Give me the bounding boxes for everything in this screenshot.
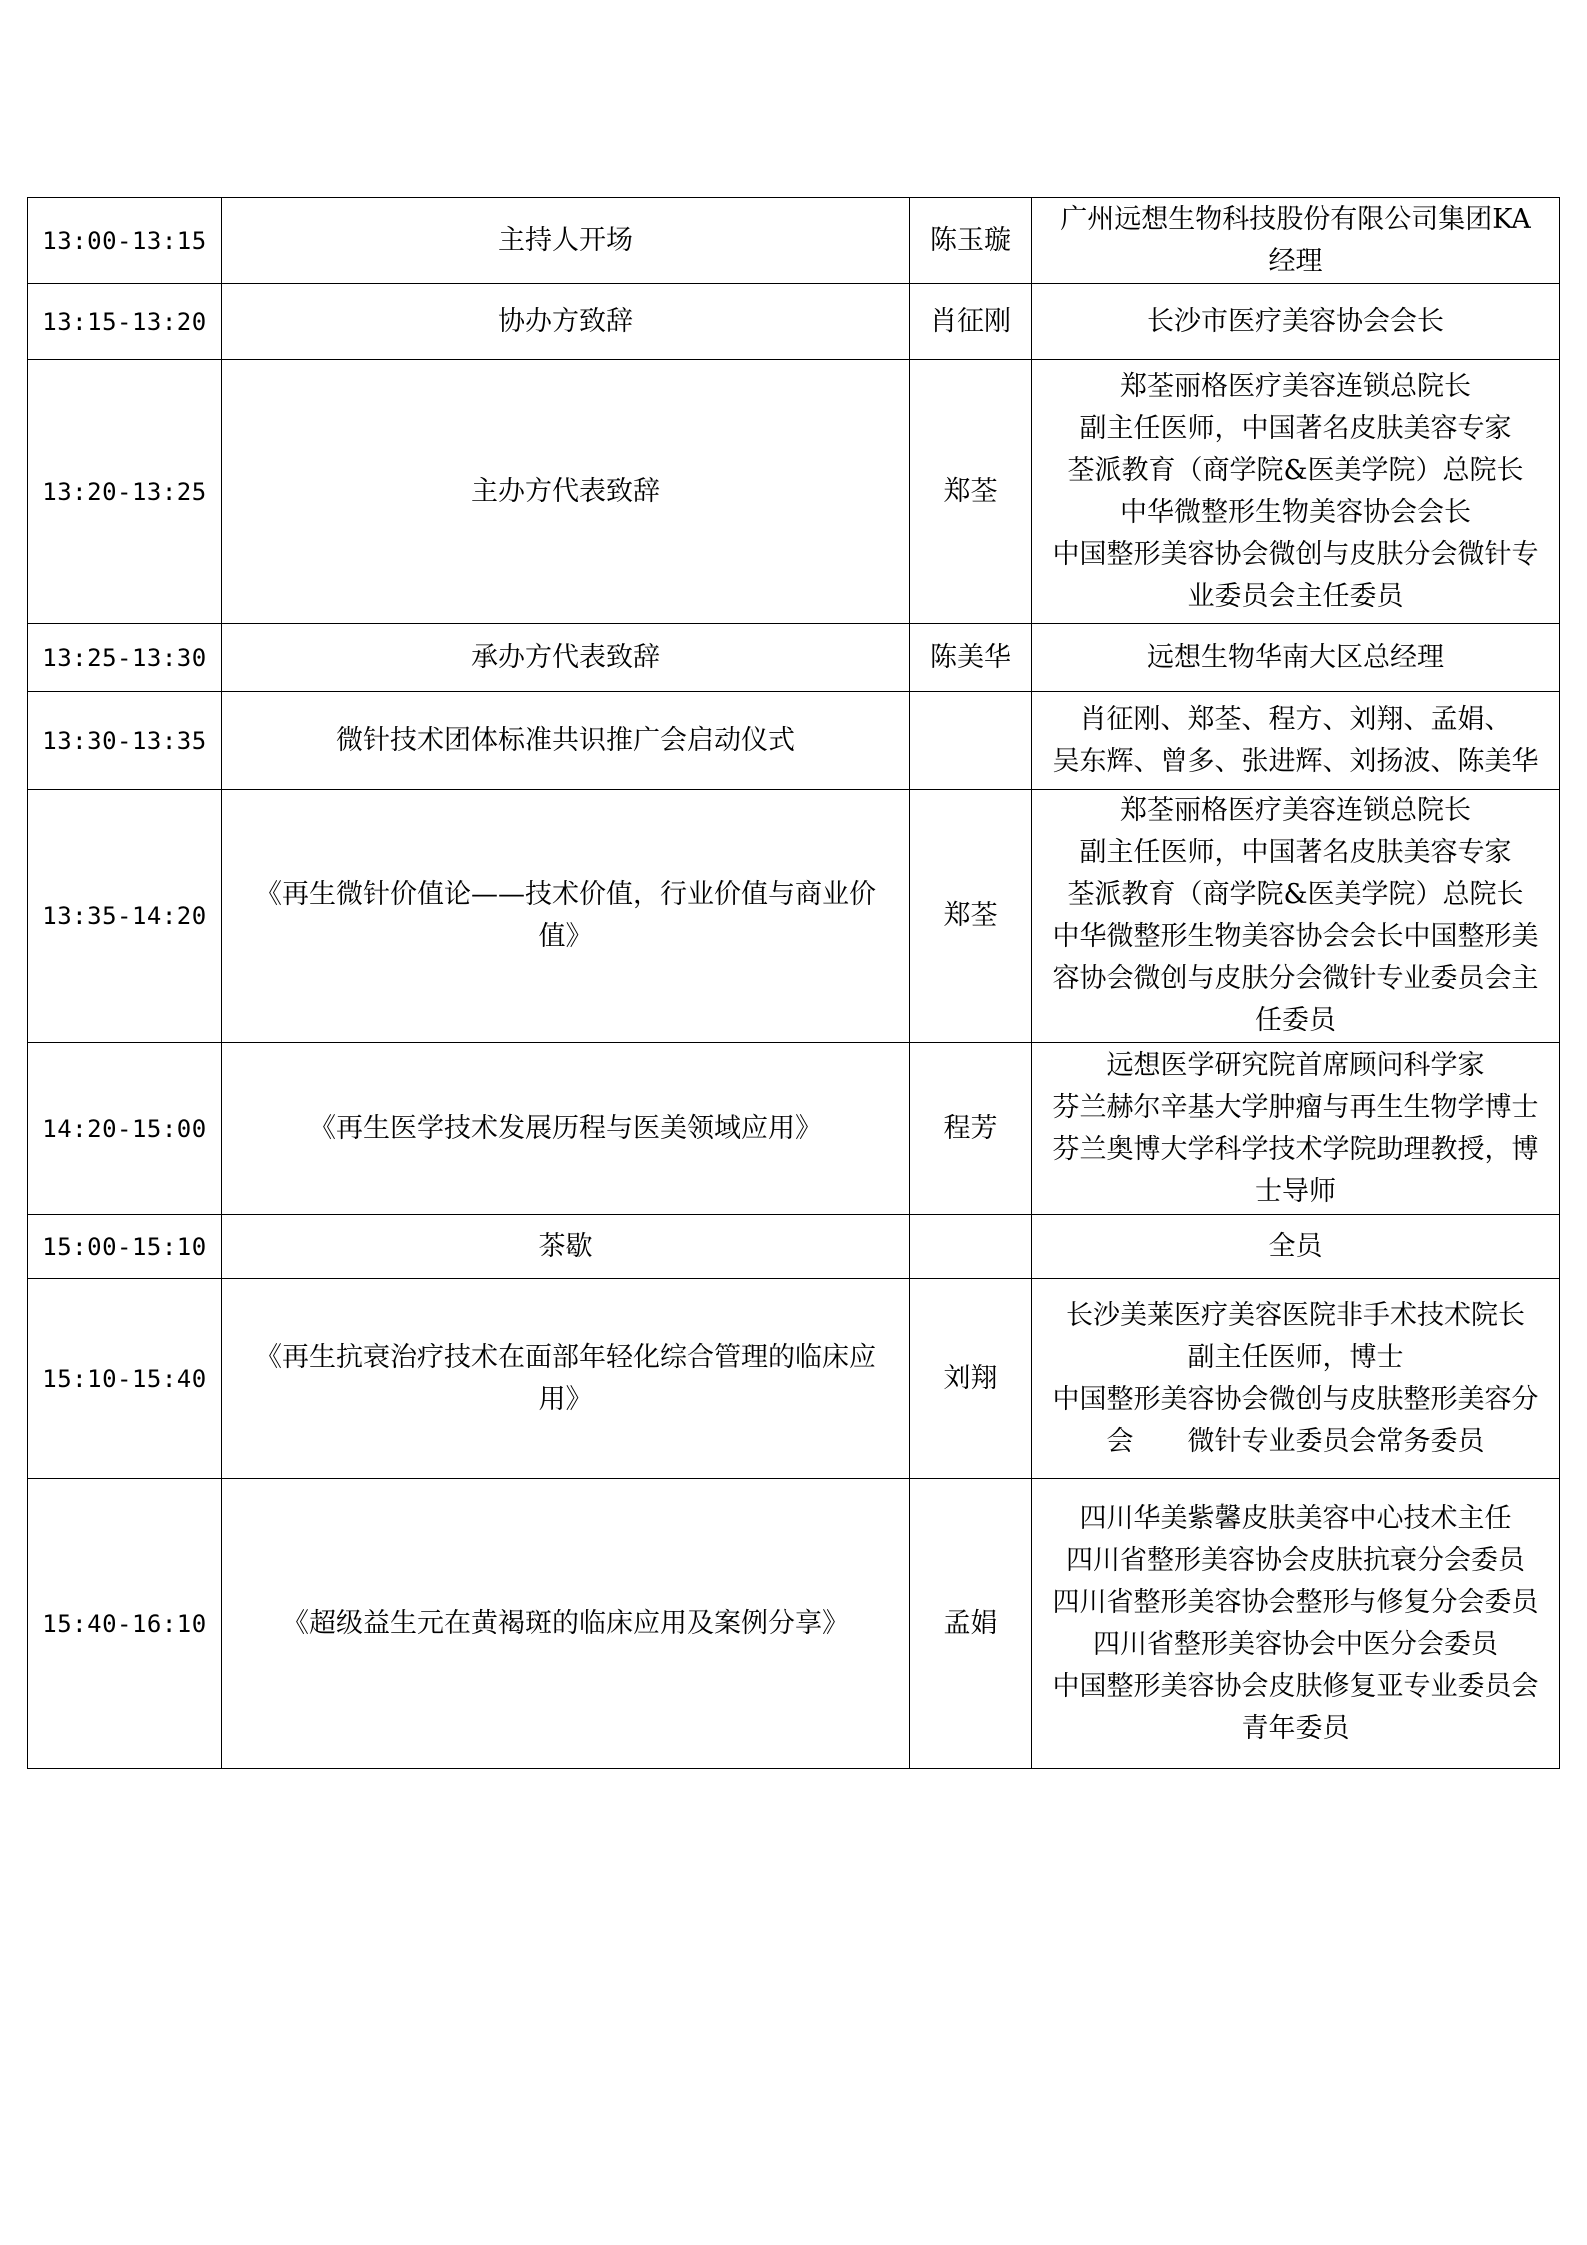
topic-cell [222, 284, 910, 360]
title-line: 长沙市医疗美容协会会长 [1147, 305, 1444, 337]
table-row [28, 1043, 1560, 1215]
speaker-cell: 陈美华 [910, 624, 1032, 692]
title-line: 荃派教育（商学院&医美学院）总院长 [1067, 454, 1524, 486]
table-row [28, 198, 1560, 284]
speaker-cell: 郑荃 [910, 790, 1032, 1043]
speaker-cell: 郑荃 [910, 360, 1032, 624]
agenda-body [28, 198, 1560, 1769]
speaker-cell: 程芳 [910, 1043, 1032, 1215]
topic-text: 《再生微针价值论——技术价值，行业价值与商业价 [255, 879, 876, 910]
table-row [28, 1279, 1560, 1479]
time-cell: 13:30-13:35 [28, 692, 222, 790]
topic-cell [222, 1479, 910, 1769]
title-line: 容协会微创与皮肤分会微针专业委员会主 [1052, 963, 1539, 994]
title-line: 副主任医师，中国著名皮肤美容专家 [1079, 837, 1512, 868]
title-line: 远想医学研究院首席顾问科学家 [1106, 1049, 1485, 1081]
title-line: 业委员会主任委员 [1187, 580, 1404, 612]
table-row [28, 1215, 1560, 1279]
title-line: 任委员 [1255, 1005, 1336, 1036]
time-cell: 15:00-15:10 [28, 1215, 222, 1279]
title-line: 广州远想生物科技股份有限公司集团KA [1060, 203, 1531, 235]
speaker-cell: 肖征刚 [910, 284, 1032, 360]
title-line: 中国整形美容协会皮肤修复亚专业委员会 [1052, 1670, 1539, 1702]
title-line: 肖征刚、郑荃、程方、刘翔、孟娟、 [1079, 703, 1512, 735]
topic-cell [222, 198, 910, 284]
topic-text: 用》 [538, 1383, 593, 1415]
title-cell [1032, 624, 1560, 692]
title-line: 全员 [1268, 1230, 1323, 1262]
title-cell [1032, 1215, 1560, 1279]
title-line: 郑荃丽格医疗美容连锁总院长 [1120, 370, 1471, 402]
topic-text: 主持人开场 [498, 224, 633, 256]
time-cell: 13:00-13:15 [28, 198, 222, 284]
table-row [28, 624, 1560, 692]
title-line: 经理 [1268, 245, 1323, 277]
title-line: 中国整形美容协会微创与皮肤整形美容分 [1052, 1383, 1539, 1415]
topic-text: 微针技术团体标准共识推广会启动仪式 [336, 724, 795, 756]
title-cell [1032, 692, 1560, 790]
title-cell [1032, 790, 1560, 1043]
speaker-cell [910, 692, 1032, 790]
title-line: 郑荃丽格医疗美容连锁总院长 [1120, 795, 1471, 826]
time-cell: 15:40-16:10 [28, 1479, 222, 1769]
title-line: 四川华美紫馨皮肤美容中心技术主任 [1079, 1502, 1512, 1534]
speaker-cell [910, 1215, 1032, 1279]
time-cell: 13:20-13:25 [28, 360, 222, 624]
topic-cell [222, 624, 910, 692]
topic-cell [222, 790, 910, 1043]
topic-cell [222, 1279, 910, 1479]
title-line: 青年委员 [1241, 1712, 1350, 1744]
title-cell [1032, 1043, 1560, 1215]
table-row [28, 692, 1560, 790]
title-line: 中国整形美容协会微创与皮肤分会微针专 [1052, 538, 1539, 570]
title-line: 长沙美莱医疗美容医院非手术技术院长 [1066, 1299, 1525, 1331]
title-line: 芬兰奥博大学科学技术学院助理教授，博 [1052, 1133, 1539, 1165]
title-line: 副主任医师，中国著名皮肤美容专家 [1079, 412, 1512, 444]
topic-text: 《再生抗衰治疗技术在面部年轻化综合管理的临床应 [255, 1341, 876, 1373]
table-row [28, 360, 1560, 624]
topic-text: 值》 [538, 921, 593, 952]
topic-text: 茶歇 [538, 1230, 593, 1262]
table-row [28, 284, 1560, 360]
topic-text: 主办方代表致辞 [471, 475, 660, 507]
agenda-table [27, 197, 1560, 1769]
topic-text: 协办方致辞 [498, 305, 633, 337]
title-line: 四川省整形美容协会皮肤抗衰分会委员 [1066, 1544, 1525, 1576]
table-row [28, 1479, 1560, 1769]
topic-text: 《超级益生元在黄褐斑的临床应用及案例分享》 [282, 1607, 849, 1639]
time-cell: 13:25-13:30 [28, 624, 222, 692]
table-row [28, 790, 1560, 1043]
title-cell [1032, 1279, 1560, 1479]
title-line: 芬兰赫尔辛基大学肿瘤与再生生物学博士 [1052, 1091, 1539, 1123]
title-line: 士导师 [1255, 1175, 1336, 1207]
title-line: 荃派教育（商学院&医美学院）总院长 [1067, 879, 1524, 910]
time-cell: 13:35-14:20 [28, 790, 222, 1043]
speaker-cell: 陈玉璇 [910, 198, 1032, 284]
title-cell [1032, 360, 1560, 624]
topic-cell [222, 1215, 910, 1279]
title-line: 远想生物华南大区总经理 [1147, 641, 1444, 673]
topic-cell [222, 1043, 910, 1215]
speaker-cell: 孟娟 [910, 1479, 1032, 1769]
topic-cell [222, 692, 910, 790]
speaker-cell: 刘翔 [910, 1279, 1032, 1479]
topic-cell [222, 360, 910, 624]
title-cell [1032, 198, 1560, 284]
title-line: 会 微针专业委员会常务委员 [1106, 1425, 1485, 1457]
title-line: 中华微整形生物美容协会会长 [1120, 496, 1471, 528]
time-cell: 15:10-15:40 [28, 1279, 222, 1479]
title-line: 副主任医师，博士 [1187, 1341, 1404, 1373]
time-cell: 13:15-13:20 [28, 284, 222, 360]
title-line: 四川省整形美容协会整形与修复分会委员 [1052, 1586, 1539, 1618]
title-line: 中华微整形生物美容协会会长中国整形美 [1052, 921, 1539, 952]
title-line: 吴东辉、曾多、张进辉、刘扬波、陈美华 [1052, 745, 1539, 777]
title-cell [1032, 284, 1560, 360]
topic-text: 《再生医学技术发展历程与医美领域应用》 [309, 1112, 822, 1144]
title-line: 四川省整形美容协会中医分会委员 [1093, 1628, 1498, 1660]
title-cell [1032, 1479, 1560, 1769]
time-cell: 14:20-15:00 [28, 1043, 222, 1215]
topic-text: 承办方代表致辞 [471, 641, 660, 673]
